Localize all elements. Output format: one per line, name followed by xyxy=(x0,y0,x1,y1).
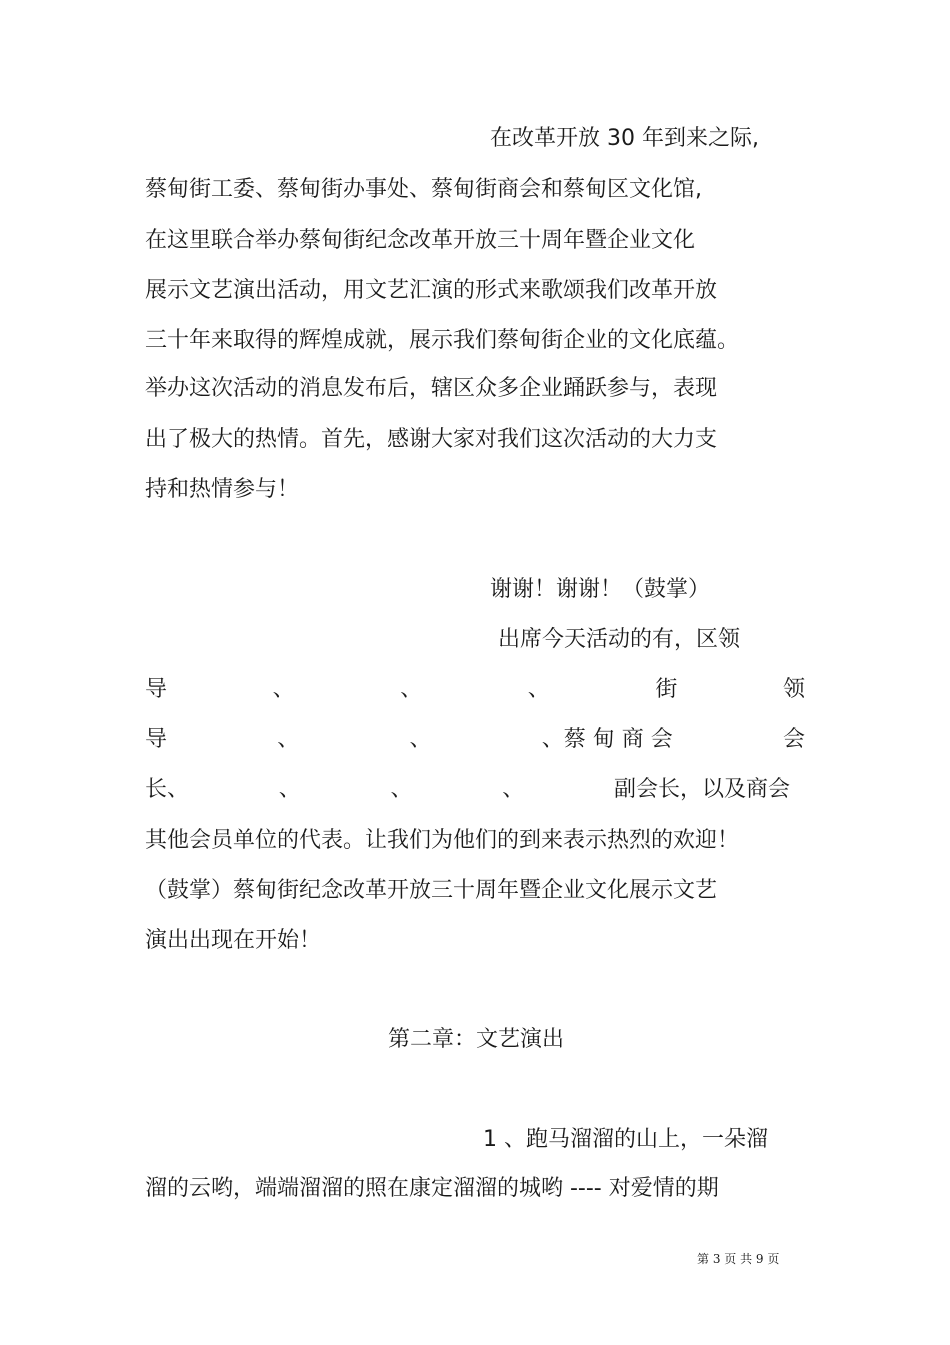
paragraph-1-line-4: 展示文艺演出活动，用文艺汇演的形式来歌颂我们改革开放 xyxy=(145,278,718,303)
thanks-line: 谢谢！谢谢！（鼓掌） xyxy=(490,577,711,602)
text-segment: 、 xyxy=(502,777,525,802)
text-segment: 、 xyxy=(278,777,301,802)
paragraph-2-line-7: 演出出现在开始！ xyxy=(145,928,322,953)
paragraph-2-line-6: （鼓掌）蔡甸街纪念改革开放三十周年暨企业文化展示文艺 xyxy=(145,878,718,903)
paragraph-2-line-5: 其他会员单位的代表。让我们为他们的到来表示热烈的欢迎！ xyxy=(145,828,740,853)
text-segment: 街 xyxy=(655,677,678,702)
chapter-heading: 第二章：文艺演出 xyxy=(388,1027,565,1052)
paragraph-1-line-8: 持和热情参与！ xyxy=(145,477,300,502)
paragraph-3-line-2: 溜的云哟，端端溜溜的照在康定溜溜的城哟 ---- 对爱情的期 xyxy=(145,1176,719,1201)
paragraph-1-line-2: 蔡甸街工委、蔡甸街办事处、蔡甸街商会和蔡甸区文化馆, xyxy=(145,177,702,202)
text-segment: 、 xyxy=(409,727,432,752)
paragraph-2-line-4 xyxy=(145,777,790,803)
paragraph-1-line-1: 在改革开放 30 年到来之际, xyxy=(490,126,759,151)
text-segment: 副会长，以及商会 xyxy=(613,777,790,802)
text-segment: 导 xyxy=(145,727,168,752)
paragraph-2-line-3 xyxy=(145,727,805,753)
text-segment: 、 xyxy=(277,727,300,752)
text-segment: 导 xyxy=(145,677,168,702)
text-segment: 领 xyxy=(782,677,805,702)
paragraph-2-line-2 xyxy=(145,677,805,703)
text-segment: 、 xyxy=(272,677,295,702)
paragraph-1-line-7: 出了极大的热情。首先，感谢大家对我们这次活动的大力支 xyxy=(145,427,718,452)
page-number-footer: 第 3 页 共 9 页 xyxy=(697,1252,780,1266)
text-segment: 会 xyxy=(782,727,805,752)
paragraph-1-line-5: 三十年来取得的辉煌成就，展示我们蔡甸街企业的文化底蕴。 xyxy=(145,328,740,353)
paragraph-1-line-3: 在这里联合举办蔡甸街纪念改革开放三十周年暨企业文化 xyxy=(145,228,696,253)
text-segment: 、蔡 甸 商 会 xyxy=(541,727,673,752)
text-segment: 、 xyxy=(400,677,423,702)
paragraph-2-line-1: 出席今天活动的有，区领 xyxy=(498,627,741,652)
text-segment: 、 xyxy=(390,777,413,802)
text-segment: 长、 xyxy=(145,777,190,802)
text-segment: 、 xyxy=(527,677,550,702)
paragraph-1-line-6: 举办这次活动的消息发布后，辖区众多企业踊跃参与，表现 xyxy=(145,376,718,401)
paragraph-3-line-1: 1 、跑马溜溜的山上，一朵溜 xyxy=(483,1127,768,1152)
